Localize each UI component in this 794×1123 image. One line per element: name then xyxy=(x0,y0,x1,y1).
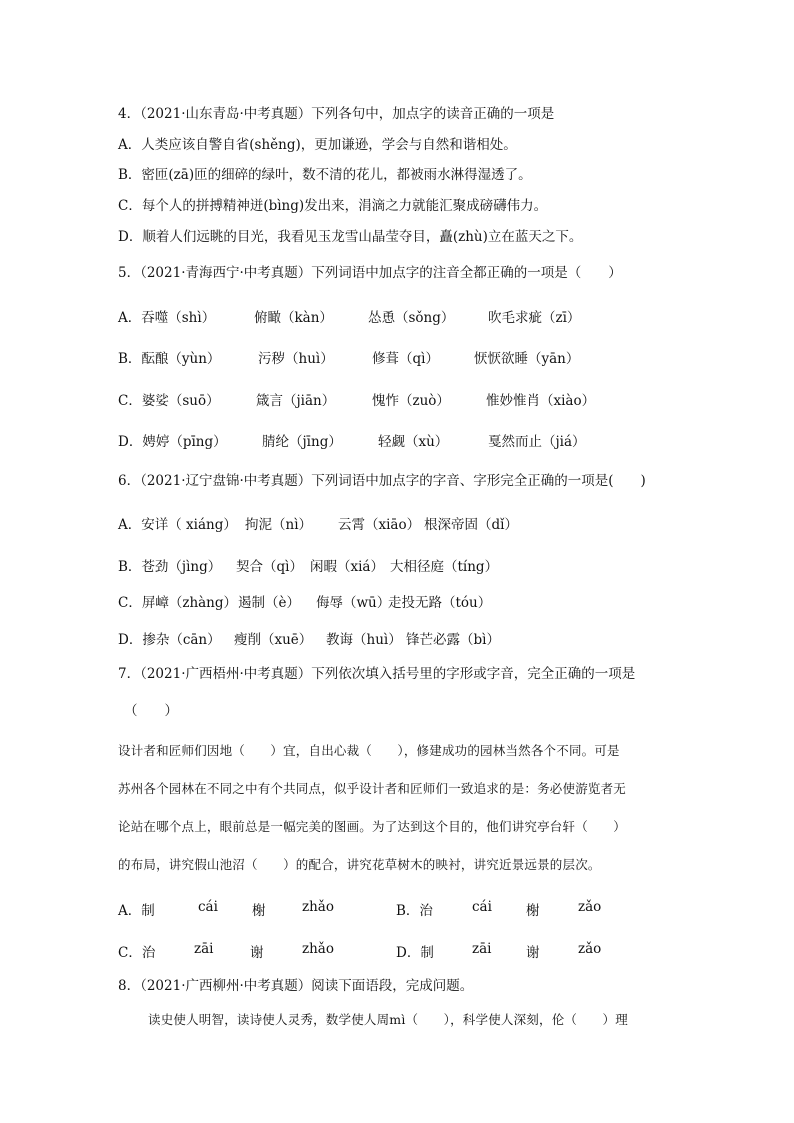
option-word: 箴言（jiān） xyxy=(256,393,336,409)
option-word: zhǎo xyxy=(302,899,334,915)
question-4-option-a: A．人类应该自警自省(shěng)，更加谦逊，学会与自然和谐相处。 xyxy=(118,137,517,153)
option-word: zǎo xyxy=(578,941,602,957)
question-5-option-d xyxy=(118,430,586,450)
question-6-option-b xyxy=(118,555,499,575)
option-word: B．酝酿（yùn） xyxy=(118,351,221,367)
question-7-passage-line: 苏州各个园林在不同之中有个共同点，似乎设计者和匠师们一致追求的是：务必使游览者无 xyxy=(118,781,627,796)
question-7-option-b xyxy=(396,899,602,919)
option-word: 惟妙惟肖（xiào） xyxy=(486,393,596,409)
option-word: 污秽（huì） xyxy=(258,351,334,367)
question-5-option-a xyxy=(118,306,581,326)
question-8-passage: 读史使人明智，读诗使人灵秀，数学使人周mì（ ），科学使人深刻，伦（ ）理 xyxy=(148,1012,628,1027)
option-word: 谢 xyxy=(526,945,540,961)
option-word: C．治 xyxy=(118,945,156,961)
option-word: 谢 xyxy=(250,945,264,961)
option-word: 教诲（huì） xyxy=(326,632,402,648)
question-4-option-d: D．顺着人们远眺的目光，我看见玉龙雪山晶莹夺目，矗(zhù)立在蓝天之下。 xyxy=(118,229,583,245)
option-word: 榭 xyxy=(526,903,540,919)
question-7-option-a xyxy=(118,899,334,919)
option-word: 遏制（è） xyxy=(238,595,300,611)
option-word: zǎo xyxy=(578,899,602,915)
option-word: D．制 xyxy=(396,945,434,961)
option-word: cái xyxy=(198,899,218,915)
option-word: zāi xyxy=(472,941,492,957)
question-6-option-a xyxy=(118,513,518,533)
option-word: 云霄（xiāo） xyxy=(338,517,421,533)
option-word: A．制 xyxy=(118,903,155,919)
option-word: 戛然而止（jiá） xyxy=(488,434,586,450)
question-7-answer-blank: （ ） xyxy=(124,703,178,719)
question-6-option-d xyxy=(118,628,500,648)
option-word: 腈纶（jīng） xyxy=(262,434,342,450)
option-word: D．掺杂（cān） xyxy=(118,632,221,648)
option-word: 瘦削（xuē） xyxy=(234,632,313,648)
question-8-stem: 8．（2021·广西柳州·中考真题）阅读下面语段，完成问题。 xyxy=(118,978,474,994)
option-word: 锋芒必露（bì） xyxy=(406,632,500,648)
option-word: 拘泥（nì） xyxy=(245,517,313,533)
question-7-option-d xyxy=(396,941,602,961)
question-6-option-c xyxy=(118,591,492,611)
option-word: 愧怍（zuò） xyxy=(372,393,450,409)
option-word: 怂恿（sǒng） xyxy=(368,310,455,326)
question-5-stem: 5．（2021·青海西宁·中考真题）下列词语中加点字的注音全都正确的一项是（ ） xyxy=(118,265,622,281)
option-word: 契合（qì） xyxy=(236,559,303,575)
question-7-stem: 7．（2021·广西梧州·中考真题）下列依次填入括号里的字形或字音，完全正确的一项是 xyxy=(118,666,636,682)
option-word: zāi xyxy=(194,941,214,957)
option-word: 走投无路（tóu） xyxy=(388,595,492,611)
option-word: 轻觑（xù） xyxy=(378,434,449,450)
option-word: 恹恹欲睡（yān） xyxy=(474,351,580,367)
option-word: 俯瞰（kàn） xyxy=(254,310,333,326)
option-word: B．苍劲（jìng） xyxy=(118,559,222,575)
option-word: 修葺（qì） xyxy=(372,351,439,367)
question-4-option-c: C．每个人的拼搏精神迸(bìng)发出来，涓滴之力就能汇聚成磅礴伟力。 xyxy=(118,198,548,214)
question-6-stem: 6．（2021·辽宁盘锦·中考真题）下列词语中加点字的字音、字形完全正确的一项是( ) xyxy=(118,473,646,489)
option-word: 侮辱（wū） xyxy=(316,595,391,611)
option-word: B．治 xyxy=(396,903,433,919)
question-7-option-c xyxy=(118,941,334,961)
option-word: zhǎo xyxy=(302,941,334,957)
option-word: C．婆娑（suō） xyxy=(118,393,220,409)
question-4-stem: 4．（2021·山东青岛·中考真题）下列各句中，加点字的读音正确的一项是 xyxy=(118,106,555,122)
option-word: 根深帝固（dǐ） xyxy=(424,517,518,533)
question-7-passage-line: 论站在哪个点上，眼前总是一幅完美的图画。为了达到这个目的，他们讲究亭台轩（ ） xyxy=(118,819,627,834)
option-word: D．娉婷（pīng） xyxy=(118,434,227,450)
option-word: 榭 xyxy=(252,903,266,919)
question-4-option-b: B．密匝(zā)匝的细碎的绿叶，数不清的花儿，都被雨水淋得湿透了。 xyxy=(118,167,532,183)
option-word: C．屏嶂（zhàng） xyxy=(118,595,238,611)
question-7-passage-line: 设计者和匠师们因地（ ）宜，自出心裁（ ），修建成功的园林当然各个不同。可是 xyxy=(118,743,620,758)
question-5-option-b xyxy=(118,347,580,367)
question-5-option-c xyxy=(118,389,596,409)
option-word: 闲暇（xiá） xyxy=(310,559,384,575)
option-word: 大相径庭（tíng） xyxy=(390,559,499,575)
question-7-passage-line: 的布局，讲究假山池沼（ ）的配合，讲究花草树木的映衬，讲究近景远景的层次。 xyxy=(118,857,601,872)
option-word: cái xyxy=(472,899,492,915)
option-word: 吹毛求疵（zī） xyxy=(488,310,581,326)
option-word: A．安详（ xiáng） xyxy=(118,517,237,533)
option-word: A．吞噬（shì） xyxy=(118,310,216,326)
